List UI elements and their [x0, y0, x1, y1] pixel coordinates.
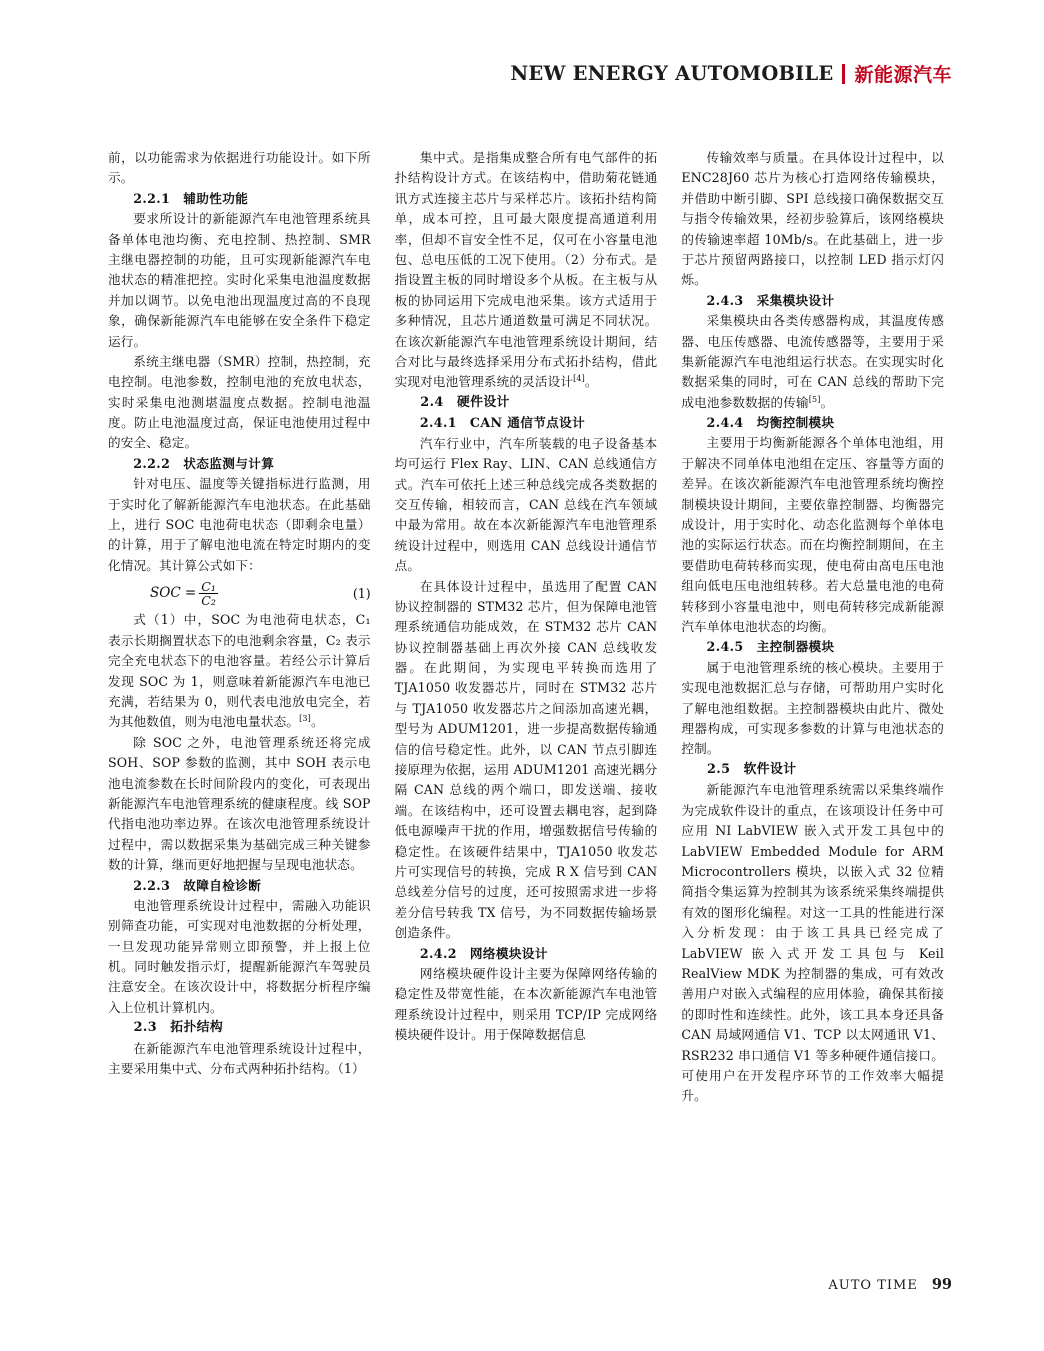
body-paragraph: 在具体设计过程中，虽选用了配置 CAN 协议控制器的 STM32 芯片，但为保障电池管理系统通信功能成效，在 STM32 芯片 CAN 协议控制器基础上再次外接 CAN 总线收发器。在此期间，为实现电平转换而选用了 TJA1050 收发器芯片，同时在 STM32 芯片与 TJA1050 收发器芯片之间添加高速光耦，型号为 ADUM1201，进一步提高数据传输通信的信号稳定性。此外，以 CAN 节点引脚连接原理为依据，运用 ADUM1201 高速光耦分隔 CAN 总线的两个端口，即发送端、接收端。在该结构中，还可设置去耦电容，起到降低电源噪声干扰的作用，增强数据信号传输的稳定性。在该硬件结果中，TJA1050 收发芯片可实现信号的转换，完成 R X 信号到 CAN 总线差分信号的过度，还可按照需求进一步将差分信号转我 TX 信号，为不同数据传输场景创造条件。 — [394, 578, 658, 941]
subsection-heading: 2.4.1 CAN 通信节点设计 — [419, 415, 586, 431]
header-divider — [842, 64, 845, 84]
body-paragraph: 电池管理系统设计过程中，需融入功能识别筛查功能，可实现对电池数据的分析处理，一旦发现功能异常则立即预警，并上报上位机。同时触发指示灯，提醒新能源汽车驾驶员注意安全。在该次设计中，将数据分析程序编入上位机计算机内。 — [108, 897, 371, 1015]
subsection-heading: 2.2.2 状态监测与计算 — [133, 455, 275, 471]
page-footer — [828, 1276, 952, 1293]
body-paragraph: 属于电池管理系统的核心模块。主要用于实现电池数据汇总与存储，可帮助用户实时化了解电池组数据。主控制器模块由此片、微处理器构成，可实现多参数的计算与电池状态的控制。 — [681, 659, 945, 757]
column-3 — [681, 148, 944, 1107]
subsection-heading: 2.4.4 均衡控制模块 — [706, 415, 835, 431]
header-english-title: NEW ENERGY AUTOMOBILE — [510, 62, 834, 85]
formula-fraction — [199, 580, 218, 607]
body-paragraph: 系统主继电器（SMR）控制，热控制，充电控制。电池参数，控制电池的充放电状态，实时采集电池测堪温度点数据。控制电池温度。防止电池温度过高，保证电池使用过程中的安全、稳定。 — [108, 353, 371, 451]
body-paragraph: 主要用于均衡新能源各个单体电池组，用于解决不同单体电池组在定压、容量等方面的差异。在该次新能源汽车电池管理系统均衡控制模块设计期间，主要依靠控制器、均衡器完成设计，用于实时化、动态化监测每个单体电池的实际运行状态。而在均衡控制期间，在主要借助电荷转移而实现，使电荷由高电压电池组向低电压电池组转移。若大总量电池的电荷转移到小容量电池中，则电荷转移完成新能源汽车单体电池状态的均衡。 — [681, 435, 945, 634]
formula-numerator: C₁ — [201, 579, 216, 595]
subsection-heading: 2.4.3 采集模块设计 — [706, 292, 835, 308]
section-heading: 2.3 拓扑结构 — [133, 1020, 224, 1036]
body-paragraph: 针对电压、温度等关键指标进行监测，用于实时化了解新能源汽车电池状态。在此基础上，进行 SOC 电池荷电状态（即剩余电量）的计算，用于了解电池电流在特定时期内的变化情况。其计算公式如下： — [108, 476, 371, 573]
body-paragraph: 式（1）中，SOC 为电池荷电状态，C₁ 表示长期搁置状态下的电池剩余容量，C₂ 表示完全充电状态下的电池容量。若经公示计算后发现 SOC 为 1，则意味着新能源汽车电池已充满，若结果为 0，则代表电池放电完全，若为其他数值，则为电池电量状态。[3]。 — [108, 612, 371, 730]
article-body — [108, 148, 944, 1107]
reference-marker: [5] — [808, 394, 821, 404]
subsection-heading: 2.4.2 网络模块设计 — [419, 945, 548, 961]
body-paragraph: 网络模块硬件设计主要为保障网络传输的稳定性及带宽性能，在本次新能源汽车电池管理系统设计过程中，则采用 TCP/IP 完成网络模块硬件设计。用于保障数据信息 — [394, 965, 658, 1043]
formula-soc — [108, 580, 371, 607]
body-paragraph: 前，以功能需求为依据进行功能设计。如下所示。 — [108, 150, 371, 186]
formula-denominator: C₂ — [201, 593, 216, 609]
formula-number: (1) — [352, 585, 371, 601]
journal-name: AUTO TIME — [828, 1278, 918, 1293]
body-paragraph: 采集模块由各类传感器构成，其温度传感器、电压传感器、电流传感器等，主要用于采集新能源汽车电池组运行状态。在实现实时化数据采集的同时，可在 CAN 总线的帮助下完成电池参数数据的传输[5]。 — [681, 313, 945, 410]
subsection-heading: 2.4.5 主控制器模块 — [706, 639, 835, 655]
page-header — [510, 60, 952, 87]
reference-marker: [3] — [299, 714, 311, 724]
formula-expression: SOC = $\frac{\text{C₁}}{\text{C₂}}$ — [150, 579, 216, 609]
body-paragraph: 汽车行业中，汽车所装载的电子设备基本均可运行 Flex Ray、LIN、CAN 总线通信方式。汽车可依托上述三种总线完成各类数据的交互传输，相较而言，CAN 总线在汽车领域中最为常用。故在本次新能源汽车电池管理系统设计过程中，则选用 CAN 总线设计通信节点。 — [394, 435, 658, 574]
subsection-heading: 2.2.3 故障自检诊断 — [133, 877, 262, 893]
subsection-heading: 2.2.1 辅助性功能 — [133, 190, 249, 206]
section-heading: 2.4 硬件设计 — [420, 394, 510, 410]
header-chinese-title: 新能源汽车 — [854, 64, 952, 86]
reference-marker: [4] — [573, 374, 585, 384]
body-paragraph: 除 SOC 之外，电池管理系统还将完成 SOH、SOP 参数的监测，其中 SOH 表示电池电流参数在长时间阶段内的变化，可表现出新能源汽车电池管理系统的健康程度。线 SOP 代指电池功率边界。在该次电池管理系统设计过程中，需以数据采集为基础完成三种关键参数的计算，继而更好地把握与呈现电池状态。 — [108, 734, 371, 873]
body-paragraph: 新能源汽车电池管理系统需以采集终端作为完成软件设计的重点，在该项设计任务中可应用 NI LabVIEW 嵌入式开发工具包中的 LabVIEW Embedded Module for ARM Microcontrollers 模块，以嵌入式 32 位精简指令集运算为控制其为该系统采集终端提供有效的图形化编程。对这一工具的性能进行深入分析发现：由于该工具具已经完成了 LabVIEW 嵌入式开发工具包与 Keil RealView MDK 为控制器的集成，可有效改善用户对嵌入式编程的应用体验，确保其衔接的即时性和连续性。此外，该工具本身还具备 CAN 局域网通信 V1、TCP 以太网通讯 V1、RSR232 串口通信 V1 等多种硬件通信接口。可使用户在开发程序环节的工作效率大幅提升。 — [681, 782, 945, 1104]
section-heading: 2.5 软件设计 — [706, 761, 797, 777]
body-paragraph: 传输效率与质量。在具体设计过程中，以 ENC28J60 芯片为核心打造网络传输模块，并借助中断引脚、SPI 总线接口确保数据交互与指令传输效果，经初步验算后，该网络模块的传输速率超 10Mb/s。在此基础上，进一步于芯片预留两路接口，以控制 LED 指示灯闪烁。 — [681, 150, 945, 288]
column-2 — [395, 148, 658, 1107]
body-paragraph: 集中式。是指集成整合所有电气部件的拓扑结构设计方式。在该结构中，借助菊花链通讯方式连接主芯片与采样芯片。该拓扑结构简单，成本可控，且可最大限度提高通道利用率，但却不盲安全性不足，仅可在小容量电池包、总电压低的工况下使用。（2）分布式。是指设置主板的同时增设多个从板。在主板与从板的协同运用下完成电池采集。该方式适用于多种情况，且芯片通道数量可满足不同状况。在该次新能源汽车电池管理系统设计期间，结合对比与最终选择采用分布式拓扑结构，借此实现对电池管理系统的灵活设计[4]。 — [394, 150, 658, 390]
column-1 — [108, 148, 371, 1107]
body-paragraph: 要求所设计的新能源汽车电池管理系统具备单体电池均衡、充电控制、热控制、SMR 主继电器控制的功能，且可实现新能源汽车电池状态的精准把控。实时化采集电池温度数据并加以调节。以免电池出现温度过高的不良现象，确保新能源汽车电能够在安全条件下稳定运行。 — [108, 211, 371, 349]
page-number: 99 — [931, 1276, 952, 1293]
body-paragraph: 在新能源汽车电池管理系统设计过程中，主要采用集中式、分布式两种拓扑结构。（1） — [108, 1040, 371, 1077]
